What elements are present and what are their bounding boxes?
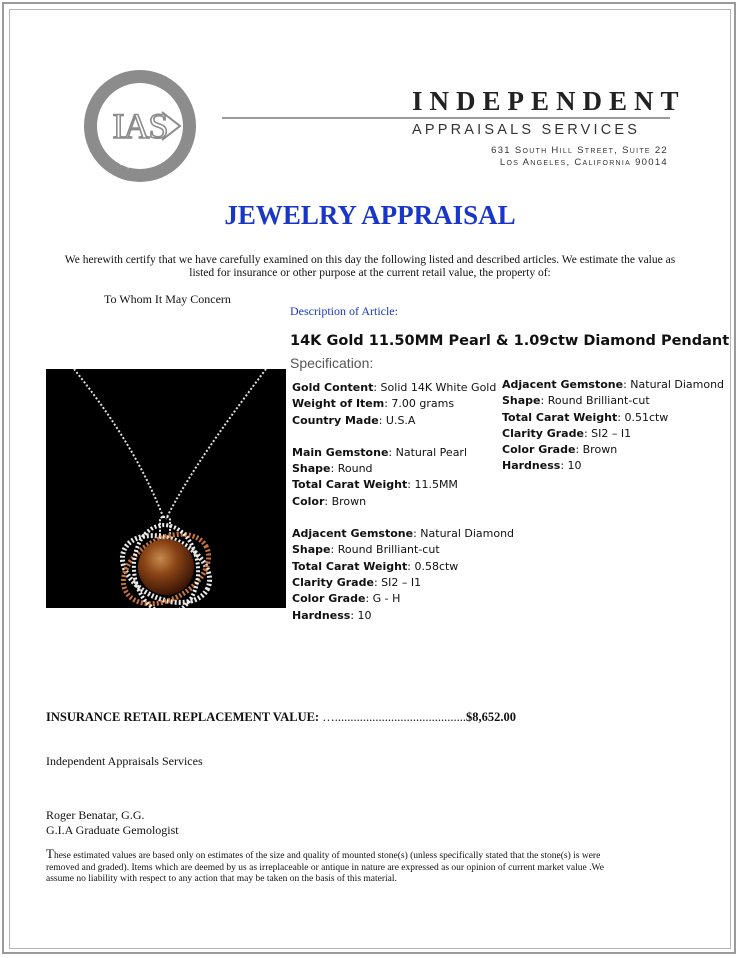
spec-row: Color: Brown bbox=[292, 494, 367, 508]
value-amount: $8,652.00 bbox=[465, 710, 516, 724]
disclaimer-text: hese estimated values are based only on estimates of the size and quality of mounted stone(s) (unless specifically stated that the stone(s) is were removed and graded). Items which are deemed by us as irreplaceable or antique in nature are expressed as our opinion of current market value .We assume no liability with respect to any action that may be taken on the basis of this material. bbox=[46, 851, 604, 884]
signer-name: Roger Benatar, G.G. bbox=[46, 808, 145, 822]
spec-row: Color Grade: Brown bbox=[502, 443, 618, 457]
spec-row: Country Made: U.S.A bbox=[292, 413, 416, 427]
spec-row: Clarity Grade: SI2 – I1 bbox=[502, 426, 632, 440]
description-label: Description of Article: bbox=[290, 304, 398, 318]
specification-label: Specification: bbox=[290, 355, 374, 371]
recipient: To Whom It May Concern bbox=[104, 292, 231, 306]
signer-title: G.I.A Graduate Gemologist bbox=[46, 823, 179, 837]
pendant-photo bbox=[46, 369, 286, 608]
brand-name: INDEPENDENT bbox=[412, 86, 686, 116]
address-line-2: Los Angeles, California 90014 bbox=[499, 157, 668, 168]
spec-row: Shape: Round bbox=[292, 462, 373, 476]
spec-row: Shape: Round Brilliant-cut bbox=[502, 394, 650, 408]
certification-text: We herewith certify that we have carefully examined on this day the following listed and described articles. We estimate the value as listed for insurance or other purpose at the current retail value, the property of: bbox=[64, 254, 676, 279]
spec-row: Adjacent Gemstone: Natural Diamond bbox=[502, 378, 725, 391]
logo-text: IAS bbox=[112, 106, 168, 146]
document-title: JEWELRY APPRAISAL bbox=[224, 200, 516, 230]
brand-subtitle: APPRAISALS SERVICES bbox=[412, 122, 641, 138]
spec-row: Total Carat Weight: 0.58ctw bbox=[292, 559, 459, 573]
spec-row: Clarity Grade: SI2 – I1 bbox=[292, 575, 422, 589]
spec-column-left bbox=[292, 380, 514, 624]
spec-row: Total Carat Weight: 0.51ctw bbox=[502, 410, 669, 424]
spec-row: Color Grade: G - H bbox=[292, 592, 401, 606]
brand-divider bbox=[222, 117, 670, 119]
logo-ring-text: Appraisal bbox=[111, 150, 169, 171]
article-title: 14K Gold 11.50MM Pearl & 1.09ctw Diamond Pendant bbox=[290, 333, 730, 349]
spec-row: Adjacent Gemstone: Natural Diamond bbox=[292, 527, 515, 541]
spec-row: Shape: Round Brilliant-cut bbox=[292, 543, 440, 557]
value-label: INSURANCE RETAIL REPLACEMENT VALUE: bbox=[46, 710, 320, 724]
replacement-value bbox=[46, 710, 516, 725]
spec-row: Weight of Item: 7.00 grams bbox=[292, 397, 455, 411]
spec-row: Gold Content: Solid 14K White Gold bbox=[292, 381, 497, 394]
value-dots: ….......................................... bbox=[322, 710, 466, 724]
company-name: Independent Appraisals Services bbox=[46, 754, 203, 768]
ias-logo bbox=[82, 68, 198, 184]
spec-row: Main Gemstone: Natural Pearl bbox=[292, 445, 468, 459]
address-line-1: 631 South Hill Street, Suite 22 bbox=[491, 145, 668, 156]
spec-column-right bbox=[502, 377, 724, 475]
disclaimer bbox=[46, 848, 606, 886]
spec-row: Hardness: 10 bbox=[502, 459, 582, 473]
spec-row: Total Carat Weight: 11.5MM bbox=[292, 478, 458, 492]
disclaimer-initial: T bbox=[46, 846, 54, 861]
spec-row: Hardness: 10 bbox=[292, 608, 372, 622]
